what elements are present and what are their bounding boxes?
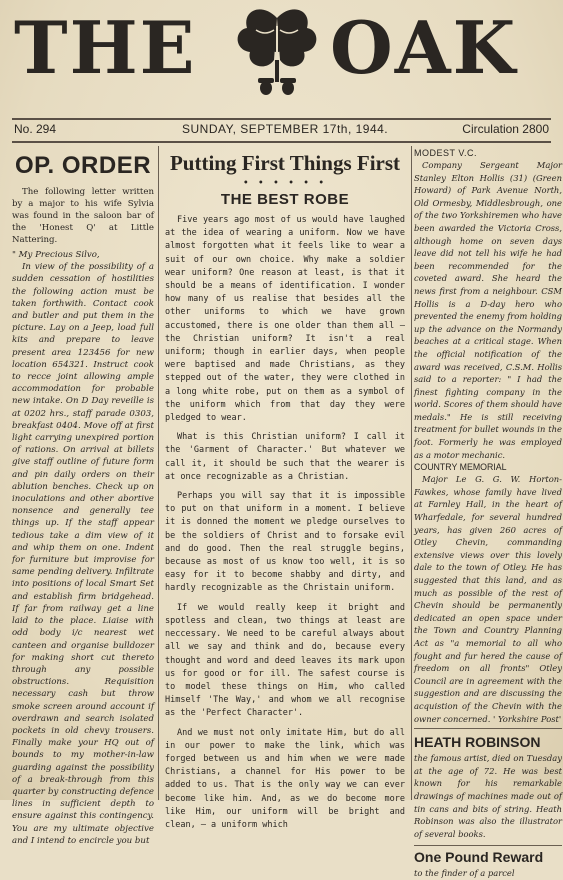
country-memorial-text: Major Le G. G. W. Horton-Fawkes, whose family have lived at Farnley Hall, in the heart of Wharfedale, for several hundred years, has given 260 acres of Otley Chevin, commanding extensive views over this lovely dale to the town of Otley. He has suggested that this land, and as much as possible of the rest of Chevin should be permanently dedicated an open space under the Town and Country Planning Act as "a memorial to all who fought and fur hered the cause of freedom on all fronts" Otley Council are in agreement with the suggestion and are discussing the acquistion of the Chevin with the owner concerned. ' Yorkshire Post': [414, 474, 562, 724]
modest-vc-text: Company Sergeant Major Stanley Elton Hollis (31) (Green Howard) of Park Avenue North, Old Ormesby, Middlesbrough, one of the two Yorkshiremen who have been awarded the Victoria Cross, although home on seven days leave did not tell his wife he had been recommended for the coveted award. She heard the news first from a neighbour. CSM Hollis is a D-day hero who prevented the enemy from holding up the advance on the Normandy beaches at a critical stage. When the official notification of the award was received, C.S.M. Hollis said to a reporter: " I had the finest fighting company in the world. Scores of them should have medals." He is still receiving treatment for bullet wounds in the foot. Formerly he was employed as a motor mechanic.: [414, 160, 562, 460]
oak-leaf-emblem-icon: [222, 0, 332, 110]
modest-vc-heading: MODEST V.C.: [414, 148, 478, 158]
column-first-things: [158, 146, 412, 830]
column-op-order: [12, 146, 154, 846]
op-order-salutation: " My Precious Silvo,: [12, 250, 100, 260]
op-order-letter: In view of the possibility of a sudden cessation of hostilities the following action must be taken forthwith. Contact cook and butler and put them in the picture. Lay on a Jeep, load full kits and prepare to leave present area 123456 for new location 654321. Instruct cook to recce joint allowing ample accommodation for probable new intake. On D Day reveille is at 0202 hrs., staff parade 0303, breakfast 0404. Move off at first light carrying unexpired portion of rations. On arrival at billets give staff outline of future form and pin daily orders on their ablution benches. Check up on inoculations and other abortive nonsence and generally tee things up. If the staff appear tedious take a dim view of it and whip them on one. Indent for furniture but improvise for same pending delivery. Infiltrate into positions of local Smart Set and establish firm bridgehead. If far from railway get a line laid to the place. Liaise with odd body i/c nearest wet canteen and organise bulldozer for making short cut thereto through any possible obstructions. Requisition necessary cash but throw smoke screen around account if overdrawn and search isolated pockets in old chevy trousers. Finally make your HQ out of bounds to my mother-in-law guarding against the possibility of a break-through from this quarter by constructing defence lines in sufficient depth to ensure against this contingency. You are my ultimate objective and I intend to encircle you but: [12, 262, 154, 846]
op-order-intro: The following letter written by a major to his wife Sylvia was found in the saloon bar of the 'Honest Q' at Little Nattering.: [12, 187, 154, 245]
masthead: [0, 0, 563, 118]
country-memorial-heading: COUNTRY MEMORIAL: [414, 462, 507, 473]
issue-date: SUNDAY, SEPTEMBER 17th, 1944.: [182, 122, 389, 136]
issue-number: No. 294: [14, 122, 57, 136]
heath-robinson-text: the famous artist, died on Tuesday at the age of 72. He was best known for his remarkable drawings of machines made out of tin cans and bits of string. Heath Robinson was also the illustrator of several books.: [414, 753, 562, 839]
article-paragraph: And we must not only imitate Him, but do all in our power to make the link, which was forged between us and him when we were made Christians, a channel for His power to be added to us. That is the only way we can ever become like him. And, as we do become more like Him, our uniform will be bright and clean, – a uniform which: [165, 727, 405, 830]
pound-reward-text: to the finder of a parcel: [414, 868, 515, 879]
circulation: Circulation 2800: [462, 122, 549, 136]
heading-divider-dots: • • • • • •: [242, 178, 328, 189]
pound-reward-heading: One Pound Reward: [414, 845, 562, 865]
masthead-rule-top: [12, 118, 551, 120]
heath-robinson-heading: HEATH ROBINSON: [414, 734, 541, 751]
article-paragraph: Five years ago most of us would have laughed at the idea of wearing a uniform. Now we have almost forgotten what it feels like to wear a suit of our own choice. Why make a soldier wear uniform? One reason at least, is that it should be a means of identification. I wonder how many of us realise that besides all the other uniforms to which we have grown accustomed, there is one older than them all – the Christian uniform? It isn't a real uniform; though in earlier days, when people were baptised and made Christians, as they stepped out of the water, they were clothed in a long white robe, put on them as a symbol of the uniform which from that day they were pledged to wear.: [165, 215, 405, 424]
column-divider: [414, 728, 562, 729]
article-heading: Putting First Things First: [169, 151, 401, 175]
article-subheading: THE BEST ROBE: [220, 191, 350, 208]
masthead-title-left: THE: [14, 5, 197, 90]
dateline: [12, 122, 551, 140]
article-paragraph: Perhaps you will say that it is impossible to put on that uniform in a moment. I believe it is donned the moment we pledge ourselves to be the soldiers of Christ and to forsake evil and do good. Then the real struggle begins, because as most of us know too well, it is so easy for it to become shabby and dirty, and hardly recognizable as the Christain uniform.: [165, 491, 405, 594]
masthead-rule-bottom: [12, 141, 551, 143]
masthead-title-right: OAK: [330, 5, 518, 90]
column-news: [414, 146, 562, 879]
op-order-heading: OP. ORDER: [14, 152, 152, 179]
article-paragraph: What is this Christian uniform? I call it the 'Garment of Character.' But whatever we call it, it should be such that the wearer is at once recognizable as a Christian.: [165, 432, 405, 482]
article-paragraph: If we would really keep it bright and spotless and clean, two things at least are neccessary. We need to be careful always about all we say and think and do, because every thought and word and deed leaves its mark upon us for good or for ill. The safest course is to model these things on Him, who called Himself 'The Way,' and whom we all recognise as the 'Perfect Character'.: [165, 602, 405, 719]
